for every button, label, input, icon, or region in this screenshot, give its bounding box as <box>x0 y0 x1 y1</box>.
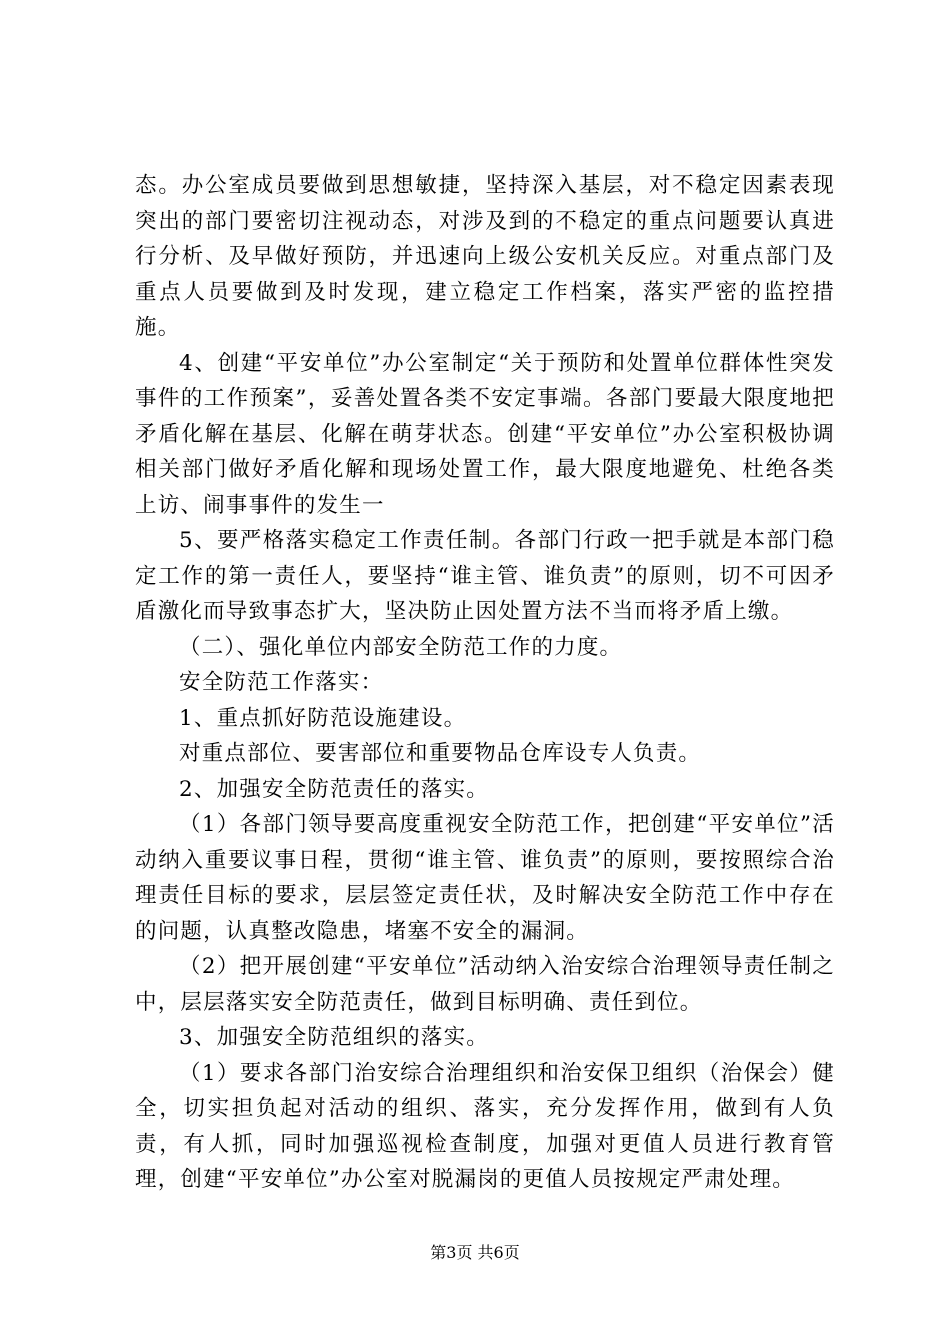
paragraph-2: 4、创建“平安单位”办公室制定“关于预防和处置单位群体性突发事件的工作预案”，妥善处置各类不安定事端。各部门要最大限度地把矛盾化解在基层、化解在萌芽状态。创建“平安单位”办公室积极协调相关部门做好矛盾化解和现场处置工作，最大限度地避免、杜绝各类上访、闹事事件的发生一 <box>135 350 835 518</box>
page-footer <box>0 1243 950 1263</box>
paragraph-6: 1、重点抓好防范设施建设。 <box>179 705 467 731</box>
paragraph-11: 3、加强安全防范组织的落实。 <box>179 1025 489 1050</box>
paragraph-12: （1）要求各部门治安综合治理组织和治安保卫组织（治保会）健全，切实担负起对活动的组织、落实，充分发挥作用，做到有人负责，有人抓，同时加强巡视检查制度，加强对更值人员进行教育管理，创建“平安单位”办公室对脱漏岗的更值人员按规定严肃处理。 <box>135 1060 835 1192</box>
paragraph-10: （2）把开展创建“平安单位”活动纳入治安综合治理领导责任制之中，层层落实安全防范责任，做到目标明确、责任到位。 <box>135 954 835 1015</box>
paragraph-4: （二）、强化单位内部安全防范工作的力度。 <box>179 634 623 660</box>
body-text <box>135 168 835 1198</box>
paragraph-7: 对重点部位、要害部位和重要物品仓库设专人负责。 <box>179 741 702 766</box>
paragraph-5: 安全防范工作落实： <box>179 670 384 695</box>
paragraph-3: 5、要严格落实稳定工作责任制。各部门行政一把手就是本部门稳定工作的第一责任人，要坚持“谁主管、谁负责”的原则，切不可因矛盾激化而导致事态扩大，坚决防止因处置方法不当而将矛盾上缴。 <box>135 528 835 624</box>
paragraph-1: 态。办公室成员要做到思想敏捷，坚持深入基层，对不稳定因素表现突出的部门要密切注视动态，对涉及到的不稳定的重点问题要认真进行分析、及早做好预防，并迅速向上级公安机关反应。对重点部门及重点人员要做到及时发现，建立稳定工作档案，落实严密的监控措施。 <box>135 173 835 340</box>
paragraph-9: （1）各部门领导要高度重视安全防范工作，把创建“平安单位”活动纳入重要议事日程，贯彻“谁主管、谁负责”的原则，要按照综合治理责任目标的要求，层层签定责任状，及时解决安全防范工作中存在的问题，认真整改隐患，堵塞不安全的漏洞。 <box>135 812 835 944</box>
page-number: 第3页 共6页 <box>430 1243 520 1262</box>
paragraph-8: 2、加强安全防范责任的落实。 <box>179 776 489 802</box>
